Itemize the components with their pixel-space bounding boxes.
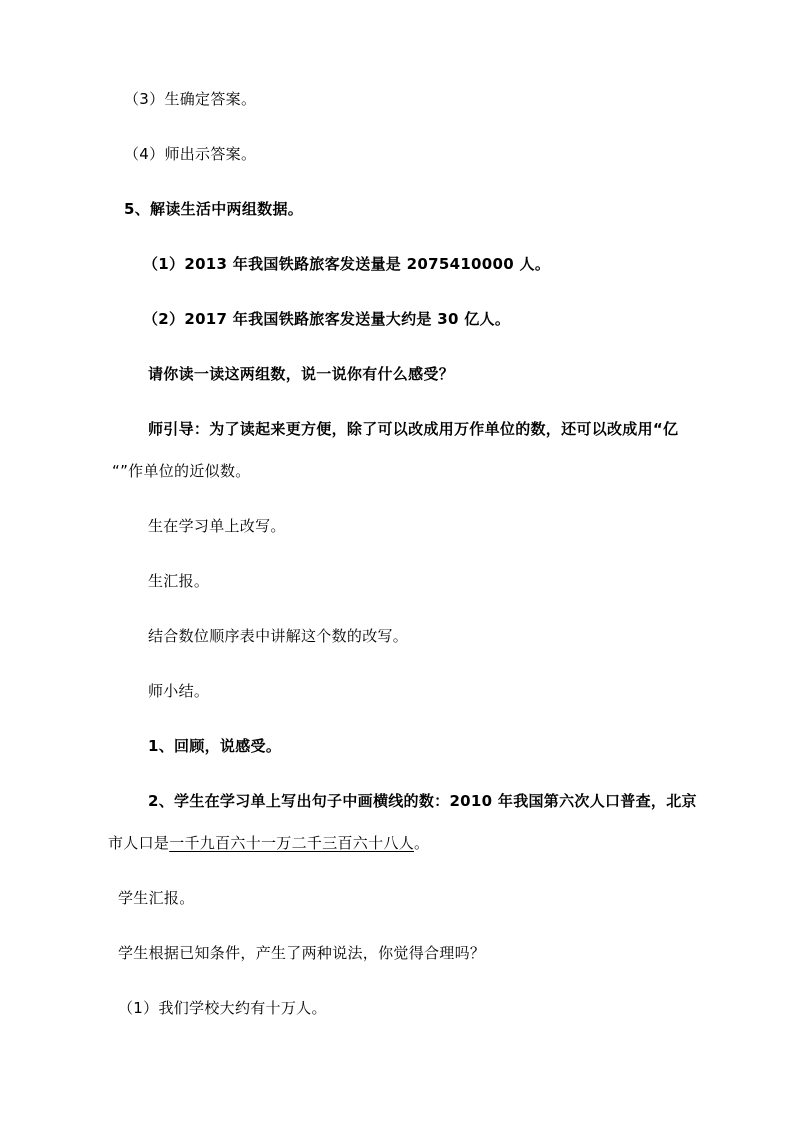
exercise-2-line: 2、学生在学习单上写出句子中画横线的数：2010 年我国第六次人口普查，北京 [148, 792, 697, 810]
question-line: 请你读一读这两组数，说一说你有什么感受？ [148, 365, 455, 383]
student-report-line: 生汇报。 [148, 572, 210, 590]
student-rewrite-line: 生在学习单上改写。 [148, 517, 286, 535]
step-3-line: （3）生确定答案。 [124, 90, 257, 108]
underlined-population-number: 一千九百六十一万二千三百六十八人 [169, 834, 415, 852]
review-line: 1、回顾，说感受。 [148, 737, 282, 755]
reasonableness-question: 学生根据已知条件，产生了两种说法，你觉得合理吗？ [118, 944, 486, 962]
step-4-line: （4）师出示答案。 [124, 145, 257, 163]
teacher-guide-line: 师引导：为了读起来更方便，除了可以改成用万作单位的数，还可以改成用“亿 [148, 420, 679, 438]
teacher-summary-line: 师小结。 [148, 682, 210, 700]
explanation-line: 结合数位顺序表中讲解这个数的改写。 [148, 627, 409, 645]
data-item-1: （1）2013 年我国铁路旅客发送量是 2075410000 人。 [143, 255, 551, 273]
claim-1-line: （1）我们学校大约有十万人。 [118, 999, 327, 1017]
data-item-2: （2）2017 年我国铁路旅客发送量大约是 30 亿人。 [143, 310, 511, 328]
teacher-guide-continuation: “”作单位的近似数。 [112, 462, 251, 480]
student-report-line-2: 学生汇报。 [118, 889, 195, 907]
exercise-2-continuation [108, 833, 429, 853]
population-suffix: 。 [414, 834, 430, 852]
section-5-heading: 5、解读生活中两组数据。 [124, 200, 304, 218]
population-prefix: 市人口是 [108, 834, 170, 852]
